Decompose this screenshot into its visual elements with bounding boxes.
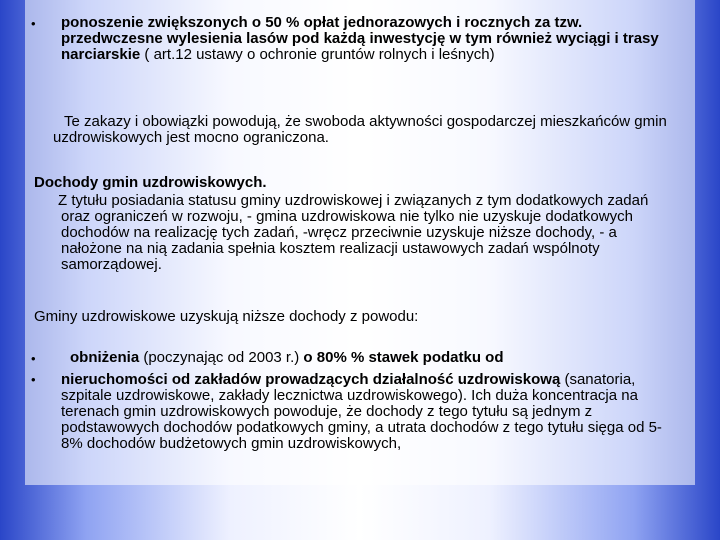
fees-bold-text: ponoszenie zwiększonych o 50 % opłat jednorazowych i rocznych za tzw. przedwczesne wylesienia lasów pod każdą inwestycję w tym również wyciągi i trasy narciarskie — [61, 14, 659, 63]
bullet-marker: • — [31, 351, 36, 366]
list-item-first — [70, 350, 670, 366]
property-tax-bold-text: nieruchomości od zakładów prowadzących działalność uzdrowiskową — [61, 371, 561, 388]
income-heading: Dochody gmin uzdrowiskowych. — [34, 174, 267, 191]
list-item-second — [61, 372, 671, 452]
property-tax-description: (sanatoria, szpitale uzdrowiskowe, zakłady lecznictwa uzdrowiskowego). Ich duża koncentracja na terenach gmin uzdrowiskowych powoduje, że dochody z tego tytułu są jednym z podstawowych dochodów podatkowych gminy, a utrata dochodów z tego tytułu sięga od 5-8% dochodów budżetowych gmin uzdrowiskowych, — [61, 371, 662, 452]
bullet-paragraph-fees — [61, 15, 671, 63]
fees-reference-text: ( art.12 ustawy o ochronie gruntów rolnych i leśnych) — [140, 46, 495, 63]
restrictions-paragraph: Te zakazy i obowiązki powodują, że swoboda aktywności gospodarczej mieszkańców gmin uzdrowiskowych jest mocno ograniczona. — [53, 113, 667, 146]
income-paragraph: Z tytułu posiadania statusu gminy uzdrowiskowej i związanych z tym dodatkowych zadań oraz ograniczeń w rozwoju, - gmina uzdrowiskowa nie tylko nie uzyskuje dodatkowych dochodów na realizację tych zadań, -wręcz przeciwnie uzyskuje niższe dochody, - a nałożone na nią zadania spełnia kosztem realizacji ustawowych zadań wspólnoty samorządowej. — [58, 192, 649, 273]
bullet-marker: • — [31, 372, 36, 387]
reduction-rate-text: o 80% % stawek podatku od — [299, 349, 504, 366]
reduction-bold-text: obniżenia — [70, 349, 140, 366]
bullet-marker: • — [31, 16, 36, 31]
reduction-date-text: (poczynając od 2003 r.) — [139, 349, 300, 366]
lower-income-heading: Gminy uzdrowiskowe uzyskują niższe dochody z powodu: — [34, 308, 419, 325]
